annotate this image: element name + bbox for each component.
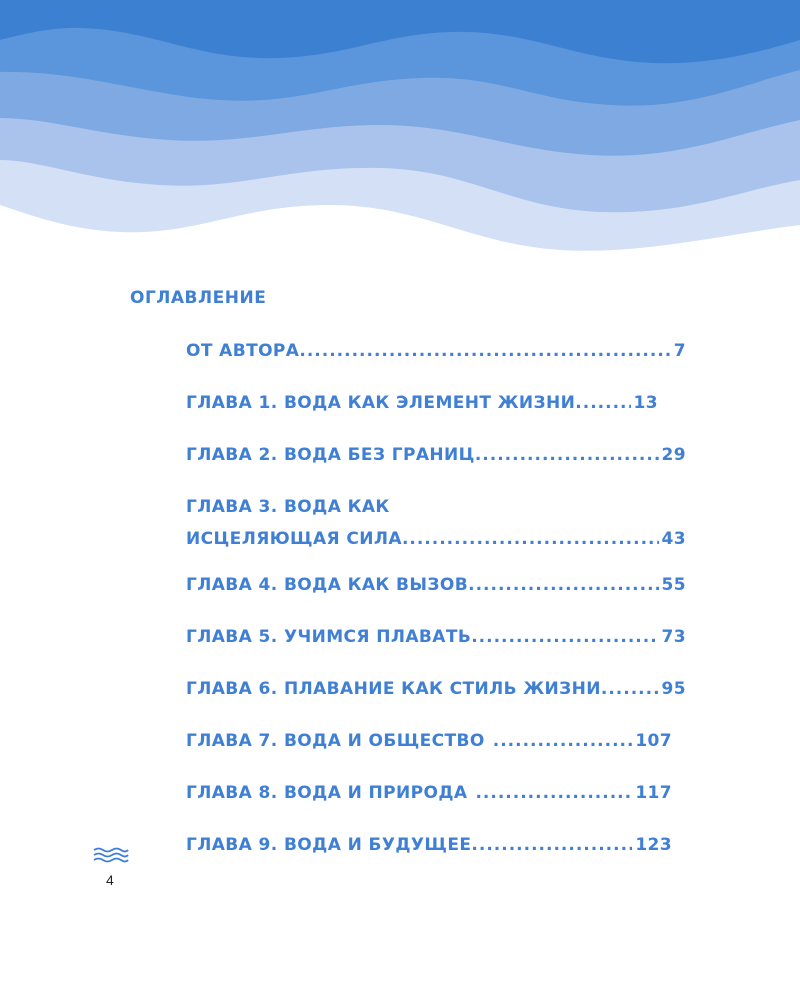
toc-entry-title: ИСЦЕЛЯЮЩАЯ СИЛА (186, 529, 402, 549)
toc-entry-title-line1: ГЛАВА 3. ВОДА КАК (186, 497, 390, 517)
toc-entry-title: ГЛАВА 2. ВОДА БЕЗ ГРАНИЦ (186, 445, 475, 465)
page-number: 4 (106, 872, 114, 888)
dot-leader (471, 623, 658, 651)
toc-entry-title: ГЛАВА 5. УЧИМСЯ ПЛАВАТЬ (186, 627, 472, 647)
toc-entry-page: 73 (661, 627, 686, 647)
toc-entry-title: ГЛАВА 9. ВОДА И БУДУЩЕЕ (186, 835, 472, 855)
dot-leader (475, 441, 659, 469)
toc-entry-page: 55 (661, 575, 686, 595)
toc-entry-title: ГЛАВА 4. ВОДА КАК ВЫЗОВ (186, 575, 469, 595)
toc-entry[interactable] (186, 727, 686, 755)
toc-entry[interactable] (186, 389, 686, 417)
dot-leader (402, 525, 659, 553)
dot-leader (299, 337, 670, 365)
toc-entry-title: ГЛАВА 1. ВОДА КАК ЭЛЕМЕНТ ЖИЗНИ (186, 393, 576, 413)
toc-entry[interactable] (186, 571, 686, 599)
toc-entry[interactable] (186, 779, 686, 807)
toc-entry-page: 117 (635, 783, 672, 803)
toc-entry[interactable] (186, 675, 686, 703)
dot-leader (475, 779, 632, 807)
waves-icon (92, 846, 130, 864)
toc-entry-title: ГЛАВА 7. ВОДА И ОБЩЕСТВО (186, 731, 485, 751)
dot-leader (575, 389, 630, 417)
header-waves-illustration (0, 0, 800, 270)
toc-entry-page: 29 (661, 445, 686, 465)
toc-entry-page: 95 (661, 679, 686, 699)
dot-leader (468, 571, 658, 599)
toc-entry-title: ГЛАВА 8. ВОДА И ПРИРОДА (186, 783, 468, 803)
toc-entry[interactable] (186, 493, 686, 553)
toc-heading: ОГЛАВЛЕНИЕ (130, 288, 267, 308)
toc-entry[interactable] (186, 831, 686, 859)
toc-entry-title: ОТ АВТОРА (186, 341, 300, 361)
toc-entry[interactable] (186, 337, 686, 365)
toc-entry-title: ГЛАВА 6. ПЛАВАНИЕ КАК СТИЛЬ ЖИЗНИ (186, 679, 601, 699)
dot-leader (493, 727, 633, 755)
toc-entry-page: 107 (635, 731, 672, 751)
dot-leader (601, 675, 659, 703)
toc-entry[interactable] (186, 441, 686, 469)
dot-leader (471, 831, 632, 859)
toc-entry-page: 7 (673, 341, 686, 361)
toc-entry-page: 13 (633, 393, 658, 413)
toc-entry[interactable] (186, 623, 686, 651)
toc-entry-page: 123 (635, 835, 672, 855)
toc-entry-page: 43 (661, 529, 686, 549)
